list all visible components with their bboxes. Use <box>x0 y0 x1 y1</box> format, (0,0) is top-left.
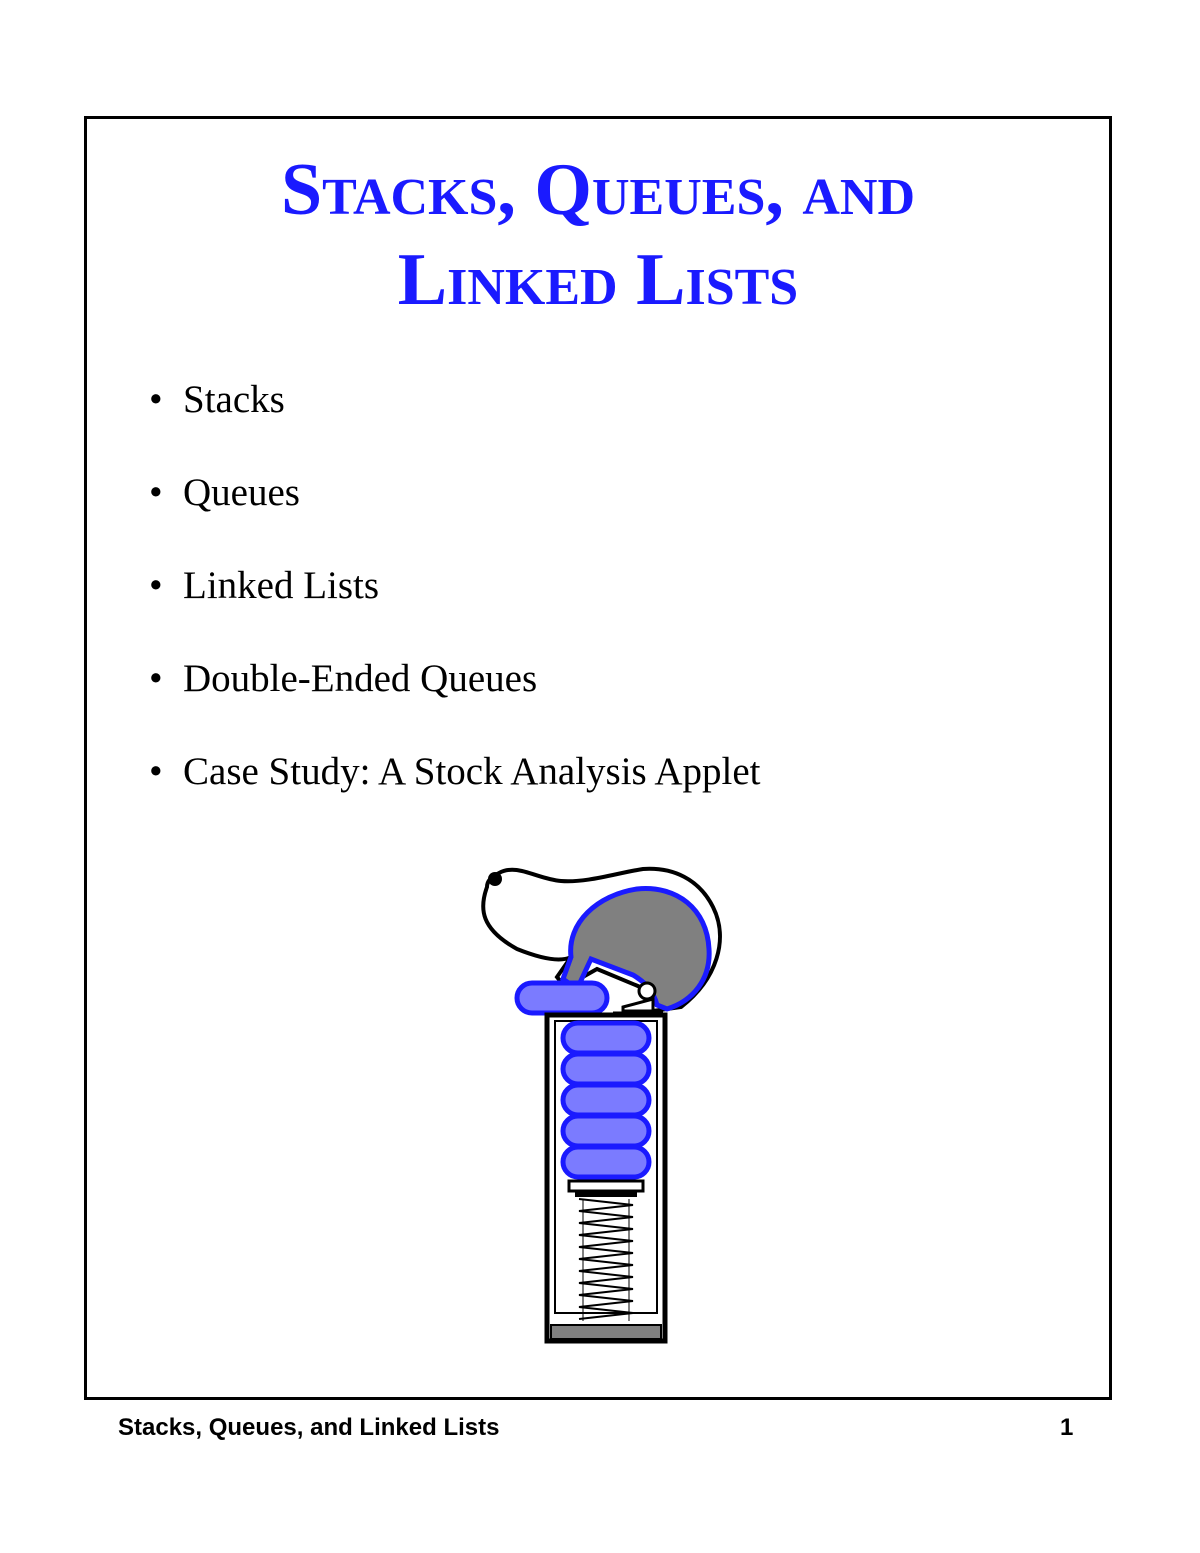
bullet-item <box>149 656 760 749</box>
pez-dispenser-stack-icon <box>467 839 747 1384</box>
bullet-item <box>149 563 760 656</box>
bullet-dot: • <box>149 564 163 607</box>
bullet-item <box>149 377 760 470</box>
slide-title-line-1: Stacks, Queues, and <box>280 149 916 231</box>
page-number: 1 <box>1060 1414 1074 1441</box>
slide-title-line-2: Linked Lists <box>397 239 799 321</box>
bullet-dot: • <box>149 471 163 514</box>
bullet-dot: • <box>149 657 163 700</box>
bullet-text: Double-Ended Queues <box>183 657 538 700</box>
bullet-item <box>149 470 760 563</box>
bullet-text: Stacks <box>183 378 285 421</box>
bullet-item <box>149 749 760 842</box>
bullet-dot: • <box>149 378 163 421</box>
bullet-text: Queues <box>183 471 300 514</box>
bullet-text: Case Study: A Stock Analysis Applet <box>183 750 761 793</box>
slide-frame <box>84 116 1112 1400</box>
footer-title: Stacks, Queues, and Linked Lists <box>118 1414 500 1441</box>
slide-title <box>87 145 1109 325</box>
bullet-dot: • <box>149 750 163 793</box>
bullet-list <box>149 377 760 842</box>
bullet-text: Linked Lists <box>183 564 380 607</box>
